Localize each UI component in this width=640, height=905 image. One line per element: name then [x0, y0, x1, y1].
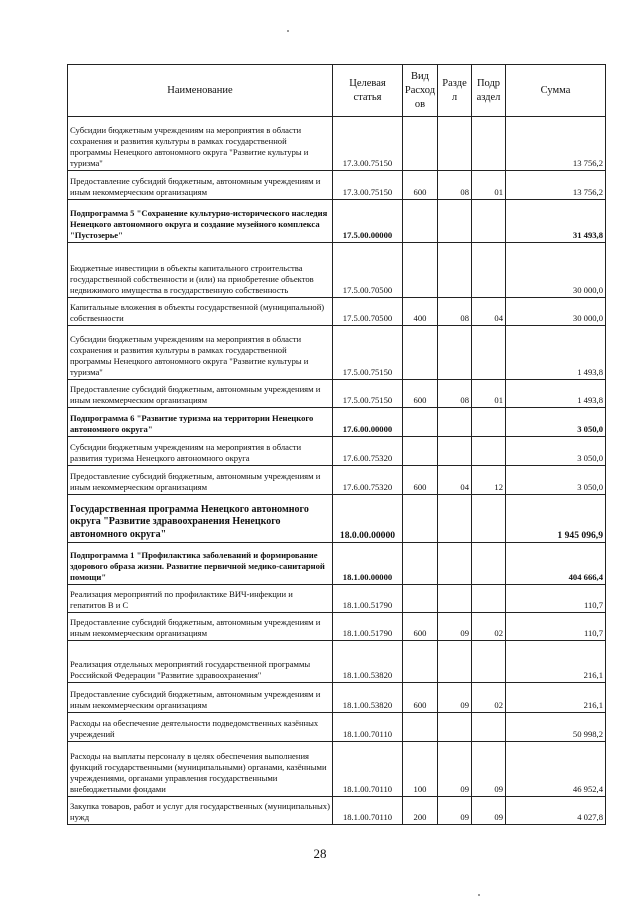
table-row [68, 171, 606, 200]
row-target-article: 17.5.00.75150 [333, 326, 403, 380]
row-name: Предоставление субсидий бюджетным, автономным учреждениям и иным некоммерческим организациям [68, 683, 333, 713]
table-row-state-program [68, 495, 606, 543]
row-sum: 46 952,4 [506, 742, 606, 797]
row-expense-type: 600 [403, 171, 438, 200]
row-expense-type: 600 [403, 466, 438, 495]
row-section [438, 495, 472, 543]
row-subsection [472, 585, 506, 613]
table-row [68, 613, 606, 641]
row-sum: 3 050,0 [506, 408, 606, 437]
header-subsection [472, 65, 506, 117]
row-sum: 13 756,2 [506, 117, 606, 171]
row-expense-type: 200 [403, 797, 438, 825]
header-expense-line1: Вид [411, 70, 429, 82]
row-target-article: 18.1.00.00000 [333, 543, 403, 585]
row-name: Предоставление субсидий бюджетным, автономным учреждениям и иным некоммерческим организациям [68, 613, 333, 641]
row-subsection: 01 [472, 380, 506, 408]
row-sum: 1 493,8 [506, 380, 606, 408]
row-section [438, 713, 472, 742]
table-row [68, 380, 606, 408]
header-section-line2: л [451, 91, 458, 103]
header-target-article [333, 65, 403, 117]
row-sum: 216,1 [506, 683, 606, 713]
table-row [68, 243, 606, 298]
row-section [438, 641, 472, 683]
row-section: 08 [438, 171, 472, 200]
row-sum: 31 493,8 [506, 200, 606, 243]
row-expense-type [403, 117, 438, 171]
header-name: Наименование [68, 65, 333, 117]
row-expense-type [403, 326, 438, 380]
row-section: 09 [438, 742, 472, 797]
header-section [438, 65, 472, 117]
table-row [68, 117, 606, 171]
row-name: Реализация мероприятий по профилактике ВИЧ-инфекции и гепатитов B и C [68, 585, 333, 613]
row-name: Субсидии бюджетным учреждениям на мероприятия в области развития туризма Ненецкого автономного округа [68, 437, 333, 466]
row-subsection [472, 408, 506, 437]
row-target-article: 18.1.00.70110 [333, 713, 403, 742]
row-section: 08 [438, 380, 472, 408]
row-subsection [472, 117, 506, 171]
row-subsection [472, 243, 506, 298]
table-row [68, 713, 606, 742]
row-sum: 50 998,2 [506, 713, 606, 742]
row-section [438, 437, 472, 466]
table-row-subprogram [68, 200, 606, 243]
table-row-subprogram [68, 408, 606, 437]
row-sum: 404 666,4 [506, 543, 606, 585]
row-expense-type [403, 585, 438, 613]
row-target-article: 17.6.00.00000 [333, 408, 403, 437]
row-subsection: 12 [472, 466, 506, 495]
row-name: Закупка товаров, работ и услуг для государственных (муниципальных) нужд [68, 797, 333, 825]
row-section [438, 200, 472, 243]
header-subsection-line1: Подр [476, 77, 501, 89]
row-sum: 1 945 096,9 [506, 495, 606, 543]
row-name: Субсидии бюджетным учреждениям на мероприятия в области сохранения и развития культуры в рамках государственной программы Ненецкого автономного округа "Развитие культуры и туризма" [68, 117, 333, 171]
row-expense-type: 600 [403, 683, 438, 713]
table-row-subprogram [68, 543, 606, 585]
table-row [68, 585, 606, 613]
row-name: Подпрограмма 1 "Профилактика заболеваний и формирование здорового образа жизни. Развитие первичной медико-санитарной помощи" [68, 543, 333, 585]
row-sum: 30 000,0 [506, 298, 606, 326]
row-target-article: 17.5.00.75150 [333, 380, 403, 408]
row-sum: 3 050,0 [506, 466, 606, 495]
row-expense-type: 100 [403, 742, 438, 797]
header-expense-line2: Расход [404, 84, 436, 96]
row-target-article: 18.1.00.53820 [333, 641, 403, 683]
row-expense-type: 600 [403, 613, 438, 641]
row-subsection [472, 641, 506, 683]
row-target-article: 18.1.00.51790 [333, 585, 403, 613]
header-expense-type [403, 65, 438, 117]
header-section-line1: Разде [442, 77, 467, 89]
row-section [438, 543, 472, 585]
row-subsection [472, 543, 506, 585]
row-section: 09 [438, 683, 472, 713]
row-target-article: 18.1.00.70110 [333, 742, 403, 797]
row-name: Предоставление субсидий бюджетным, автономным учреждениям и иным некоммерческим организациям [68, 466, 333, 495]
row-name: Государственная программа Ненецкого автономного округа "Развитие здравоохранения Ненецкого автономного округа" [68, 495, 333, 543]
row-section: 08 [438, 298, 472, 326]
table-row [68, 742, 606, 797]
row-section [438, 585, 472, 613]
row-subsection [472, 326, 506, 380]
row-sum: 1 493,8 [506, 326, 606, 380]
table-row [68, 466, 606, 495]
row-section: 09 [438, 613, 472, 641]
row-subsection: 04 [472, 298, 506, 326]
row-name: Подпрограмма 5 "Сохранение культурно-исторического наследия Ненецкого автономного округа и создание музейного комплекса "Пустозерье" [68, 200, 333, 243]
row-target-article: 17.5.00.70500 [333, 243, 403, 298]
row-section: 09 [438, 797, 472, 825]
row-expense-type [403, 200, 438, 243]
scan-speck [478, 894, 480, 896]
row-target-article: 18.1.00.53820 [333, 683, 403, 713]
header-target-line2: статья [353, 91, 382, 103]
budget-table [67, 64, 606, 825]
row-expense-type: 600 [403, 380, 438, 408]
row-subsection: 09 [472, 797, 506, 825]
table-row [68, 683, 606, 713]
row-name: Предоставление субсидий бюджетным, автономным учреждениям и иным некоммерческим организациям [68, 171, 333, 200]
table-row [68, 797, 606, 825]
row-expense-type [403, 408, 438, 437]
table-row [68, 298, 606, 326]
row-name: Капитальные вложения в объекты государственной (муниципальной) собственности [68, 298, 333, 326]
table-row [68, 641, 606, 683]
row-target-article: 17.6.00.75320 [333, 437, 403, 466]
row-subsection [472, 200, 506, 243]
row-expense-type: 400 [403, 298, 438, 326]
table-row [68, 326, 606, 380]
row-expense-type [403, 713, 438, 742]
header-expense-line3: ов [414, 98, 426, 110]
row-expense-type [403, 495, 438, 543]
row-target-article: 17.6.00.75320 [333, 466, 403, 495]
row-sum: 13 756,2 [506, 171, 606, 200]
row-target-article: 18.1.00.51790 [333, 613, 403, 641]
row-name: Субсидии бюджетным учреждениям на мероприятия в области сохранения и развития культуры в рамках государственной программы Ненецкого автономного округа "Развитие культуры и туризма" [68, 326, 333, 380]
row-section: 04 [438, 466, 472, 495]
table-row [68, 437, 606, 466]
row-section [438, 243, 472, 298]
row-subsection [472, 713, 506, 742]
row-expense-type [403, 641, 438, 683]
row-sum: 110,7 [506, 585, 606, 613]
row-subsection: 02 [472, 683, 506, 713]
row-expense-type [403, 543, 438, 585]
row-target-article: 17.5.00.00000 [333, 200, 403, 243]
row-sum: 3 050,0 [506, 437, 606, 466]
row-name: Расходы на выплаты персоналу в целях обеспечения выполнения функций государственными (муниципальными) органами, казёнными учреждениями, органами управления государственными внебюджетными фондами [68, 742, 333, 797]
row-subsection: 01 [472, 171, 506, 200]
row-target-article: 17.5.00.70500 [333, 298, 403, 326]
row-sum: 110,7 [506, 613, 606, 641]
header-subsection-line2: аздел [476, 91, 501, 103]
table-header-row [68, 65, 606, 117]
row-name: Предоставление субсидий бюджетным, автономным учреждениям и иным некоммерческим организациям [68, 380, 333, 408]
row-name: Расходы на обеспечение деятельности подведомственных казённых учреждений [68, 713, 333, 742]
row-expense-type [403, 243, 438, 298]
row-target-article: 18.1.00.70110 [333, 797, 403, 825]
row-section [438, 117, 472, 171]
row-expense-type [403, 437, 438, 466]
row-target-article: 17.3.00.75150 [333, 171, 403, 200]
row-sum: 30 000,0 [506, 243, 606, 298]
row-target-article: 18.0.00.00000 [333, 495, 403, 543]
row-sum: 4 027,8 [506, 797, 606, 825]
row-name: Подпрограмма 6 "Развитие туризма на территории Ненецкого автономного округа" [68, 408, 333, 437]
row-name: Реализация отдельных мероприятий государственной программы Российской Федерации "Развитие здравоохранения" [68, 641, 333, 683]
row-subsection: 02 [472, 613, 506, 641]
row-subsection [472, 495, 506, 543]
row-section [438, 326, 472, 380]
row-sum: 216,1 [506, 641, 606, 683]
page-number: 28 [313, 846, 327, 861]
row-section [438, 408, 472, 437]
header-target-line1: Целевая [349, 77, 386, 89]
row-name: Бюджетные инвестиции в объекты капитального строительства государственной собственности и (или) на приобретение объектов недвижимого имущества в государственную собственность [68, 243, 333, 298]
row-target-article: 17.3.00.75150 [333, 117, 403, 171]
row-subsection: 09 [472, 742, 506, 797]
header-sum: Сумма [506, 65, 606, 117]
scan-speck [287, 30, 289, 32]
row-subsection [472, 437, 506, 466]
